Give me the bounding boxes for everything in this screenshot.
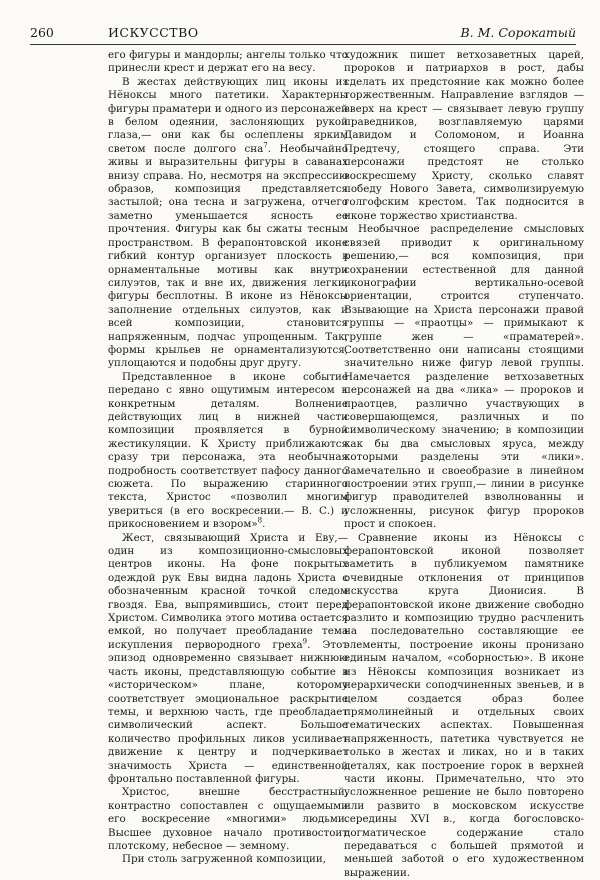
footnote-ref: 9 <box>302 637 308 646</box>
paragraph: художник пишет ветхозаветных царей, пророков и патриархов в рост, дабы сделать их предстояние как можно более торжественным. Направление взглядов — вверх на крест — связывает левую группу праведников, возглавляемую царями Давидом и Соломоном, и Иоанна Предтечу, стоящего справа. Эти персонажи предстоят не столько воскресшему Христу, сколько славят победу Нового Завета, символизируемую голгофским крестом. Так подносится в иконе торжество христианства. <box>344 49 584 222</box>
running-header <box>30 24 576 42</box>
right-column <box>344 49 584 880</box>
paragraph: В жестах действующих лиц иконы из Нёноксы много патетики. Характерны фигуры праматери и одного из персонажей в белом одеянии, заслоняющих рукой глаза,— они как бы ослеплены ярким светом после долгого сна$^7$. Необычайно живы и выразительны фигуры в саванах внизу справа. Но, несмотря на экспрессию образов, композиция представляется застылой; она тесна и загружена, отчего заметно уменьшается ясность ее прочтения. Фигуры как бы сжаты тесным пространством. В ферапонтовской иконе гибкий контур организует плоскость в орнаментальные мотивы как внутри силуэтов, так и вне их, движения легки, фигуры бесплотны. В иконе из Нёноксы заполнение отдельных силуэтов, как и всей композиции, становится напряженным, подчас упрощенным. Так, формы крыльев не орнаментализуются, уплощаются и подобны друг другу. <box>108 75 348 370</box>
footnote-ref: 7 <box>263 141 268 150</box>
paragraph: его фигуры и мандорлы; ангелы только что принесли крест и держат его на весу. <box>108 49 348 75</box>
header-rule <box>30 44 576 45</box>
section-title: ИСКУССТВО <box>108 25 199 40</box>
paragraph: Представленное в иконе событие передано с явно ощутимым интересом к конкретным деталям. Волнение действующих лиц в нижней части композиции проявляется в бурной жестикуляции. К Христу приближаются сразу три персонажа, эта необычная подробность соответствует пафосу данного сюжета. По выражению старинного текста, Христос «позволил многим увериться (в его воскресении.— В. С.) и прикосновением и взором»$^8$. <box>108 370 348 531</box>
footnote-ref: 8 <box>257 516 263 525</box>
paragraph: Необычное распределение смысловых связей приводит к оригинальному решению,— вся композиция, при сохранении естественной для данной иконографии вертикально-осевой ориентации, строится ступенчато. Взывающие на Христа персонажи правой группы — «праотцы» — примыкают к группе жен — «праматерей». Соответственно они написаны стоящими значительно ниже фигур левой группы. Намечается разделение ветхозаветных персонажей на два «лика» — пророков и праотцев, различно участвующих в совершающемся, различных и по символическому значению; в композиции как бы два смысловых яруса, между которыми разделены эти «лики». Замечательно и своеобразие в линейном построении этих групп,— линии в рисунке фигур праводителей взволнованны и усложненны, рисунок фигур пророков прост и спокоен. <box>344 223 584 531</box>
paragraph: Жест, связывающий Христа и Еву,— один из композиционно-смысловых центров иконы. На фоне покрытых одеждой рук Евы видна ладонь Христа с обозначенным красной точкой следом гвоздя. Ева, выпрямившись, стоит перед Христом. Символика этого мотива остается емкой, но получает преобладание тема искупления первородного греха$^9$. Этот эпизод одновременно связывает нижнюю часть иконы, представляющую событие в «историческом» плане, которому соответствует эмоциональное раскрытие темы, и верхнюю часть, где преобладает символический аспект. Большое количество профильных ликов усиливает движение к центру и подчеркивает значимость Христа — единственной фронтально поставленной фигуры. <box>108 531 348 785</box>
left-column <box>108 49 348 867</box>
page-number: 260 <box>30 25 54 40</box>
author-name: В. М. Сорокатый <box>460 25 576 40</box>
paragraph: Христос, внешне бесстрастный, контрастно сопоставлен с ощущаемыми его воскресение «многими» людьми. Высшее духовное начало противостоит плотскому, небесное — земному. <box>108 786 348 852</box>
paragraph: При столь загруженной композиции, <box>122 853 327 866</box>
paragraph: Сравнение иконы из Нёноксы с ферапонтовской иконой позволяет заметить в публикуемом памятнике очевидные отклонения от принципов искусства круга Дионисия. В ферапонтовской иконе движение свободно разлито и композицию трудно расчленить на последовательно составляющие ее элементы, построение иконы пронизано единым началом, «соборностью». В иконе из Нёноксы композиция возникает из иерархически соподчиненных звеньев, и в целом создается образ более прямолинейный и отдельных своих тематических аспектах. Повышенная напряженность, патетика чувствуется не только в жестах и ликах, но и в таких деталях, как построение горок в верхней части иконы. Примечательно, что это усложненное решение не было повторено или развито в московском искусстве середины XVI в., когда богословско-догматическое содержание стало передаваться с большей прямотой и меньшей заботой о его художественном выражении. <box>344 531 584 879</box>
